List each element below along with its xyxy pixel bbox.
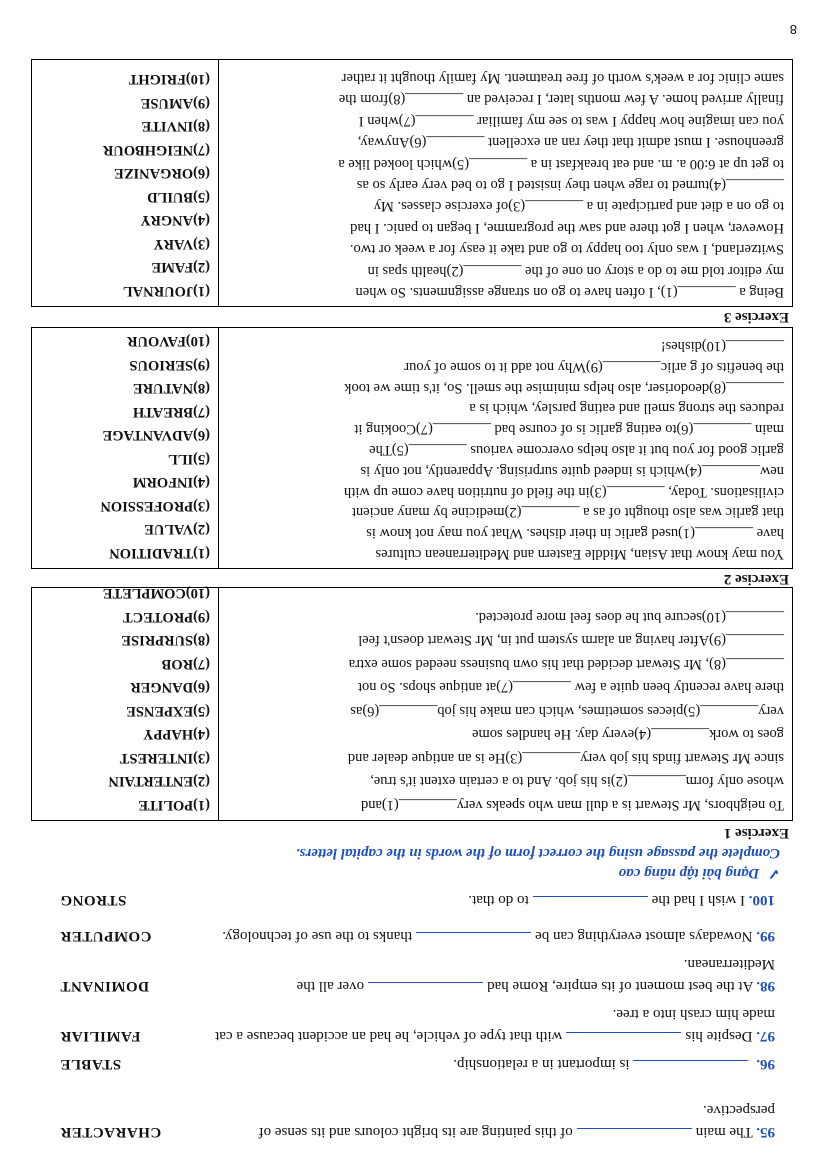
root-word: (9)PROTECT <box>123 609 210 625</box>
root-word: (8)NATURE <box>132 380 210 397</box>
question-98 <box>60 953 775 997</box>
section-heading: ✓Dạng bài tập nâng cao <box>618 865 780 881</box>
exercise-1-passage <box>218 588 792 820</box>
answer-blank[interactable] <box>577 1128 692 1143</box>
exercise-2-word-list <box>32 328 218 568</box>
question-text-post: to do that. <box>468 892 529 908</box>
exercise-2-box <box>31 327 793 569</box>
passage-line: whose only form________(2)is his job. And to a certain extent it's true, <box>370 773 784 790</box>
passage-line: However, when I got there and saw the programme, I began to panic. I had <box>350 219 784 236</box>
passage-line: garlic good for you but it also helps overcome various ________(5)The <box>369 442 784 459</box>
answer-blank[interactable] <box>566 1032 681 1047</box>
answer-blank[interactable] <box>368 982 483 997</box>
question-text-post: of this painting are its bright colours and its sense of perspective. <box>258 1102 775 1140</box>
root-word: (1)JOURNAL <box>123 283 210 299</box>
root-word: (4)ANGRY <box>140 212 210 229</box>
passage-line: main ________(6)to eating garlic is of course bad ________(7)Cooking it <box>354 421 784 438</box>
question-number: 95. <box>756 1124 775 1140</box>
question-text-pre: The main <box>695 1124 753 1140</box>
passage-line: Switzerland, I was only too happy to go and take it easy for a week or two. <box>349 241 784 258</box>
exercise-3-passage <box>218 60 792 306</box>
page-number: 8 <box>789 22 797 37</box>
root-word: (1)TRADITION <box>109 545 210 561</box>
root-word: (6)DANGER <box>130 679 210 696</box>
root-word: (4)HAPPY <box>143 726 210 743</box>
question-number: 98. <box>756 978 775 994</box>
question-number: 96. <box>756 1056 775 1072</box>
root-word: (5)ILL <box>168 451 210 467</box>
passage-line: ________(8), Mr Stewart decided that his own business needed some extra <box>348 656 784 672</box>
root-word: (7)NEIGHBOUR <box>102 142 210 158</box>
root-word: CHARACTER <box>60 1124 162 1140</box>
exercise-2-title: Exercise 2 <box>723 571 789 587</box>
root-word: (3)PROFESSION <box>100 498 210 514</box>
question-text-post: over all the Mediterranean. <box>296 956 775 994</box>
exercise-1-word-list <box>32 585 218 820</box>
question-100 <box>60 889 775 911</box>
root-word: (9)SERIOUS <box>129 357 210 373</box>
root-word: (1)POLITE <box>138 797 210 813</box>
answer-blank[interactable] <box>634 1060 749 1075</box>
passage-line: goes to work________(4)every day. He handles some <box>472 726 784 743</box>
passage-line: ________(10)secure but he does feel more protected. <box>475 609 784 625</box>
passage-line: to get up at 6:00 a. m. and eat breakfast in a ________(5)which looked like a <box>338 155 784 172</box>
root-word: (7)ROB <box>161 656 210 672</box>
passage-line: ________(8)deodoriser, also helps minimise the smell. So, it's time we took <box>344 379 784 396</box>
root-word: (9)AMUSE <box>140 95 210 111</box>
passage-line: reduces the strong smell and eating parsley, which is a <box>469 400 784 417</box>
question-text-post: is important in a relationship. <box>453 1056 630 1072</box>
passage-line: my editor told me to do a story on one of the ________(2)health spas in <box>367 262 784 279</box>
question-number: 100. <box>748 892 775 908</box>
root-word: (3)VARY <box>153 236 210 252</box>
root-word: (10)FAVOUR <box>127 333 210 350</box>
exercise-3-title: Exercise 3 <box>723 309 789 325</box>
root-word: (8)INVITE <box>141 118 210 135</box>
question-99 <box>60 925 775 947</box>
root-word: FAMILIAR <box>60 1028 141 1044</box>
passage-line: new________(4)which is indeed quite surprising. Apparently, not only is <box>360 462 784 479</box>
exercise-1-title: Exercise 1 <box>723 825 789 841</box>
passage-line: You may know that Asian, Middle Eastern and Mediterranean cultures <box>375 546 784 562</box>
root-word: (7)BREATH <box>132 404 210 420</box>
root-word: (8)SURPRISE <box>121 632 210 649</box>
root-word: (3)INTEREST <box>119 750 210 766</box>
answer-blank[interactable] <box>416 932 531 947</box>
passage-line: have ________(1)used garlic in their dishes. What you may not know is <box>366 525 784 542</box>
passage-line: you can imagine how happy I was to see my familiar ________(7)when I <box>358 112 784 129</box>
passage-line: civilisations. Today, ________(3)in the field of nutrition have come up with <box>344 483 784 500</box>
passage-line: to go on a diet and participate in a ________(3)of exercise classes. My <box>373 198 784 215</box>
passage-line: ________(10)dishes! <box>660 338 784 355</box>
question-97 <box>60 1003 775 1047</box>
passage-line: To neighbors, Mr Stewart is a dull man who speaks very________(1)and <box>360 797 784 813</box>
instruction-text: Complete the passage using the correct form of the words in the capital letters. <box>295 845 780 861</box>
exercise-3-box <box>31 59 793 307</box>
passage-line: same clinic for a week's worth of free treatment. My family thought it rather <box>341 69 784 86</box>
question-text-pre: I wish I had the <box>651 892 745 908</box>
root-word: (4)INFORM <box>132 474 210 491</box>
question-text-post: with that type of vehicle, he had an accident because a cat made him crash into a tree. <box>215 1006 775 1044</box>
exercise-2-passage <box>218 328 792 568</box>
passage-line: that garlic was also thought of as a ________(2)medicine by many ancient <box>351 504 784 521</box>
root-word: (6)ORGANIZE <box>114 165 210 182</box>
question-text-pre: Nowadays almost everything can be <box>535 928 753 944</box>
question-95 <box>60 1099 775 1143</box>
root-word: (6)ADVANTAGE <box>102 427 210 444</box>
root-word: (5)BUILD <box>147 189 210 205</box>
question-text-post: thanks to the use of technology. <box>222 928 413 944</box>
root-word: DOMINANT <box>60 978 149 994</box>
root-word: COMPUTER <box>60 928 152 944</box>
passage-line: the benefits of g arlic________(9)Why not add it to some of your <box>404 358 784 375</box>
passage-line: there have recently been quite a few ________(7)at antique shops. So not <box>357 679 784 696</box>
passage-line: since Mr Stewart finds his job very________(3)He is an antique dealer and <box>347 750 784 766</box>
passage-line: very________(5)pieces sometimes, which can make his job________(6)as <box>350 703 784 719</box>
question-number: 97. <box>756 1028 775 1044</box>
check-icon: ✓ <box>767 865 780 881</box>
question-text-pre: Despite his <box>685 1028 753 1044</box>
passage-line: ________(4)turned to rage when they insisted I go to bed very early so as <box>356 176 784 193</box>
passage-line: ________(9)After having an alarm system put in, Mr Stewart doesn't feel <box>358 632 784 649</box>
passage-line: greenhouse. I must admit that they ran an excellent ________(6)Anyway, <box>357 134 784 151</box>
root-word: (10)FRIGHT <box>128 71 210 88</box>
root-word: STRONG <box>60 892 127 908</box>
root-word: (2)ENTERTAIN <box>108 773 210 790</box>
root-word: (2)FAME <box>151 259 210 276</box>
question-number: 99. <box>756 928 775 944</box>
passage-line: finally arrived home. A few months later, I received an ________(8)from the <box>338 91 784 108</box>
question-text-pre: At the best moment of its empire, Rome had <box>487 978 754 994</box>
root-word: (10)COMPLETE <box>102 585 210 602</box>
exercise-1-box <box>31 587 793 821</box>
root-word: STABLE <box>60 1056 122 1072</box>
root-word: (5)EXPENSE <box>126 703 210 719</box>
passage-line: Being a ________(1), I often have to go on strange assignments. So when <box>355 284 784 300</box>
question-96 <box>60 1053 775 1075</box>
exercise-3-word-list <box>32 60 218 306</box>
root-word: (2)VALUE <box>144 521 210 538</box>
answer-blank[interactable] <box>533 896 648 911</box>
